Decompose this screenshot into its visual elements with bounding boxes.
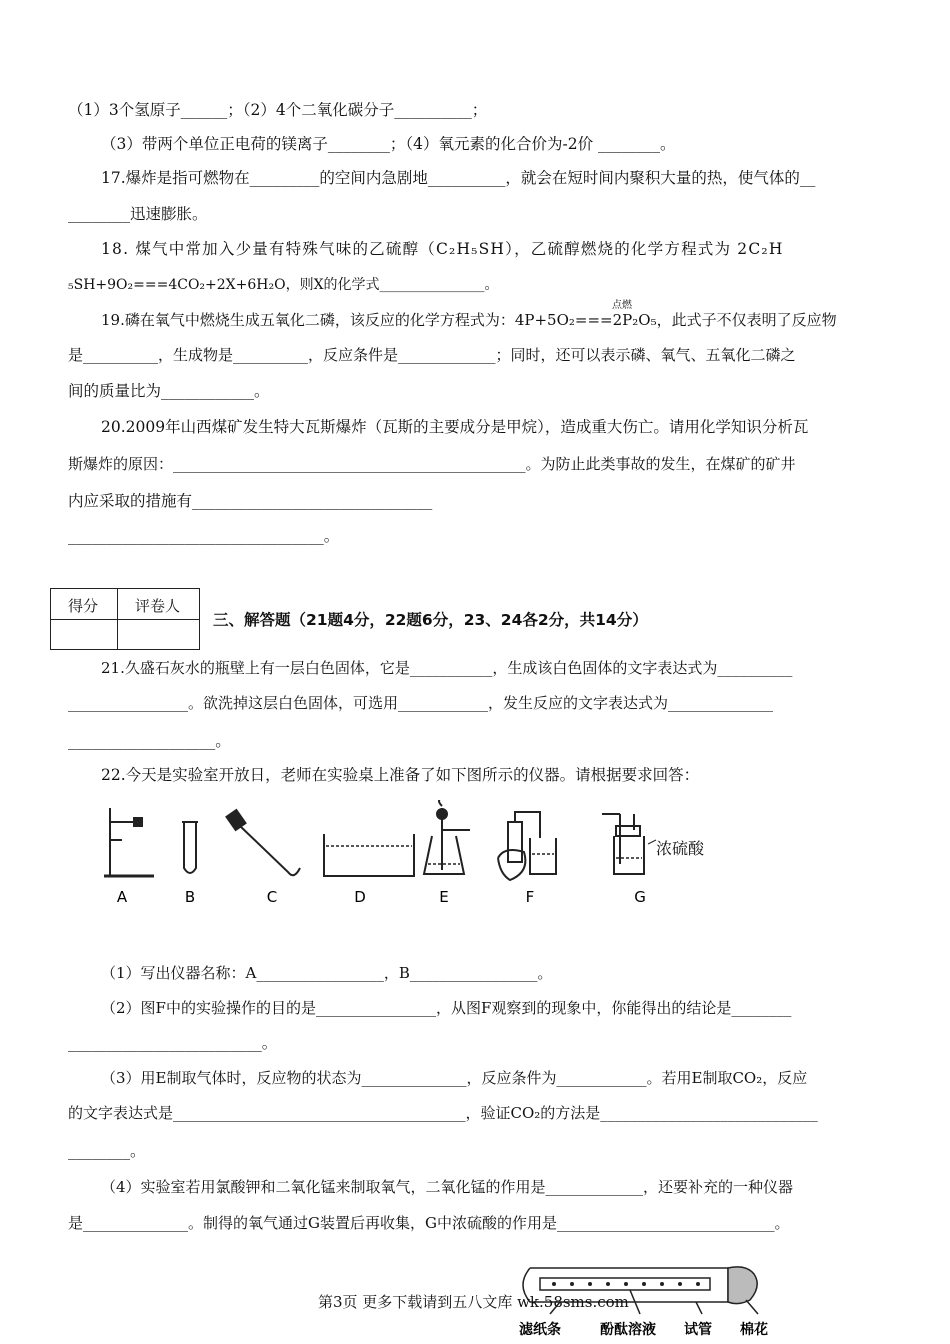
apparatus-figure bbox=[100, 800, 660, 910]
q17-line-1: 17.爆炸是指可燃物在_________的空间内急剧地__________，就会在短时间内聚积大量的热，使气体的__ bbox=[101, 169, 816, 187]
label-cotton: 棉花 bbox=[740, 1322, 768, 1338]
page-footer: 第3页 更多下载请到五八文库 wk.58sms.com bbox=[318, 1293, 629, 1311]
trough-icon bbox=[324, 834, 414, 876]
reviewer-label: 评卷人 bbox=[135, 597, 181, 615]
bent-tube-icon bbox=[226, 810, 300, 875]
q19-line-3: 间的质量比为____________。 bbox=[68, 382, 270, 400]
flask-funnel-icon bbox=[424, 800, 470, 874]
apparatus-label-g: G bbox=[634, 888, 646, 906]
q17-line-2: ________迅速膨胀。 bbox=[68, 205, 208, 223]
label-phenolphthalein: 酚酞溶液 bbox=[600, 1322, 656, 1338]
phenolphthalein-dots bbox=[552, 1282, 700, 1286]
apparatus-label-c: C bbox=[266, 888, 278, 906]
apparatus-label-f: F bbox=[525, 888, 535, 906]
q22-line-1: 22.今天是实验室开放日，老师在实验桌上准备了如下图所示的仪器。请根据要求回答： bbox=[101, 766, 700, 784]
test-tube-icon bbox=[182, 822, 198, 873]
apparatus-g-text: 浓硫酸 bbox=[656, 839, 705, 858]
label-filter-paper: 滤纸条 bbox=[519, 1322, 561, 1338]
q20-line-4: _________________________________。 bbox=[68, 527, 340, 545]
apparatus-label-e: E bbox=[439, 888, 449, 906]
q21-line-1: 21.久盛石灰水的瓶壁上有一层白色固体，它是___________，生成该白色固体的文字表达式为__________ bbox=[101, 659, 793, 677]
q22-sub4-line-1: （4）实验室若用氯酸钾和二氧化锰来制取氧气，二氧化锰的作用是_____________，还要补充的一种仪器 bbox=[101, 1178, 794, 1196]
section-title: 三、解答题（21题4分，22题6分，23、24各2分，共14分） bbox=[213, 611, 648, 629]
q16-line-1: （1）3个氢原子______；（2）4个二氧化碳分子__________； bbox=[68, 101, 488, 119]
q19-line-1: 19.磷在氧气中燃烧生成五氧化二磷，该反应的化学方程式为：4P+5O₂===2P₂O₅，此式子不仅表明了反应物 bbox=[101, 311, 837, 329]
q22-sub3-line-2: 的文字表达式是_______________________________________，验证CO₂的方法是_____________________________ bbox=[68, 1104, 818, 1122]
q22-sub2-line-1: （2）图F中的实验操作的目的是________________，从图F观察到的现象中，你能得出的结论是________ bbox=[101, 999, 792, 1017]
score-label: 得分 bbox=[68, 597, 99, 615]
q18-line-2: ₅SH+9O₂===4CO₂+2X+6H₂O，则X的化学式_______________。 bbox=[68, 277, 499, 293]
q22-sub2-line-2: _________________________。 bbox=[68, 1034, 278, 1052]
q18-line-1: 18. 煤气中常加入少量有特殊气味的乙硫醇（C₂H₅SH），乙硫醇燃烧的化学方程式为 2C₂H bbox=[101, 240, 784, 258]
apparatus-label-d: D bbox=[354, 888, 366, 906]
q21-line-3: ___________________。 bbox=[68, 732, 231, 750]
q22-sub3-line-3: ________。 bbox=[68, 1142, 146, 1160]
apparatus-label-a: A bbox=[116, 888, 128, 906]
gas-washing-bottle-icon bbox=[602, 814, 656, 874]
q22-sub4-line-2: 是______________。制得的氧气通过G装置后再收集，G中浓硫酸的作用是_____________________________。 bbox=[68, 1214, 790, 1232]
cotton-plug bbox=[728, 1267, 757, 1304]
q20-line-3: 内应采取的措施有_______________________________ bbox=[68, 492, 433, 510]
iron-stand-icon bbox=[104, 808, 154, 876]
q16-line-2: （3）带两个单位正电荷的镁离子________；（4）氧元素的化合价为-2价 ________。 bbox=[101, 135, 676, 153]
q21-line-2: ________________。欲洗掉这层白色固体，可选用____________，发生反应的文字表达式为______________ bbox=[68, 694, 774, 712]
airtight-check-icon bbox=[498, 812, 556, 880]
apparatus-label-b: B bbox=[184, 888, 196, 906]
label-test-tube: 试管 bbox=[684, 1322, 712, 1338]
q20-line-2: 斯爆炸的原因：_______________________________________________。为防止此类事故的发生，在煤矿的矿井 bbox=[68, 455, 796, 473]
dianran-condition: 点燃 bbox=[612, 300, 632, 311]
q19-line-2: 是__________，生成物是__________，反应条件是_____________；同时，还可以表示磷、氧气、五氧化二磷之 bbox=[68, 346, 796, 364]
q20-line-1: 20.2009年山西煤矿发生特大瓦斯爆炸（瓦斯的主要成分是甲烷），造成重大伤亡。请用化学知识分析瓦 bbox=[101, 418, 809, 436]
score-table bbox=[50, 588, 200, 650]
q22-sub1: （1）写出仪器名称：A_________________，B_________________。 bbox=[101, 964, 553, 982]
q22-sub3-line-1: （3）用E制取气体时，反应物的状态为______________，反应条件为____________。若用E制取CO₂，反应 bbox=[101, 1069, 808, 1087]
